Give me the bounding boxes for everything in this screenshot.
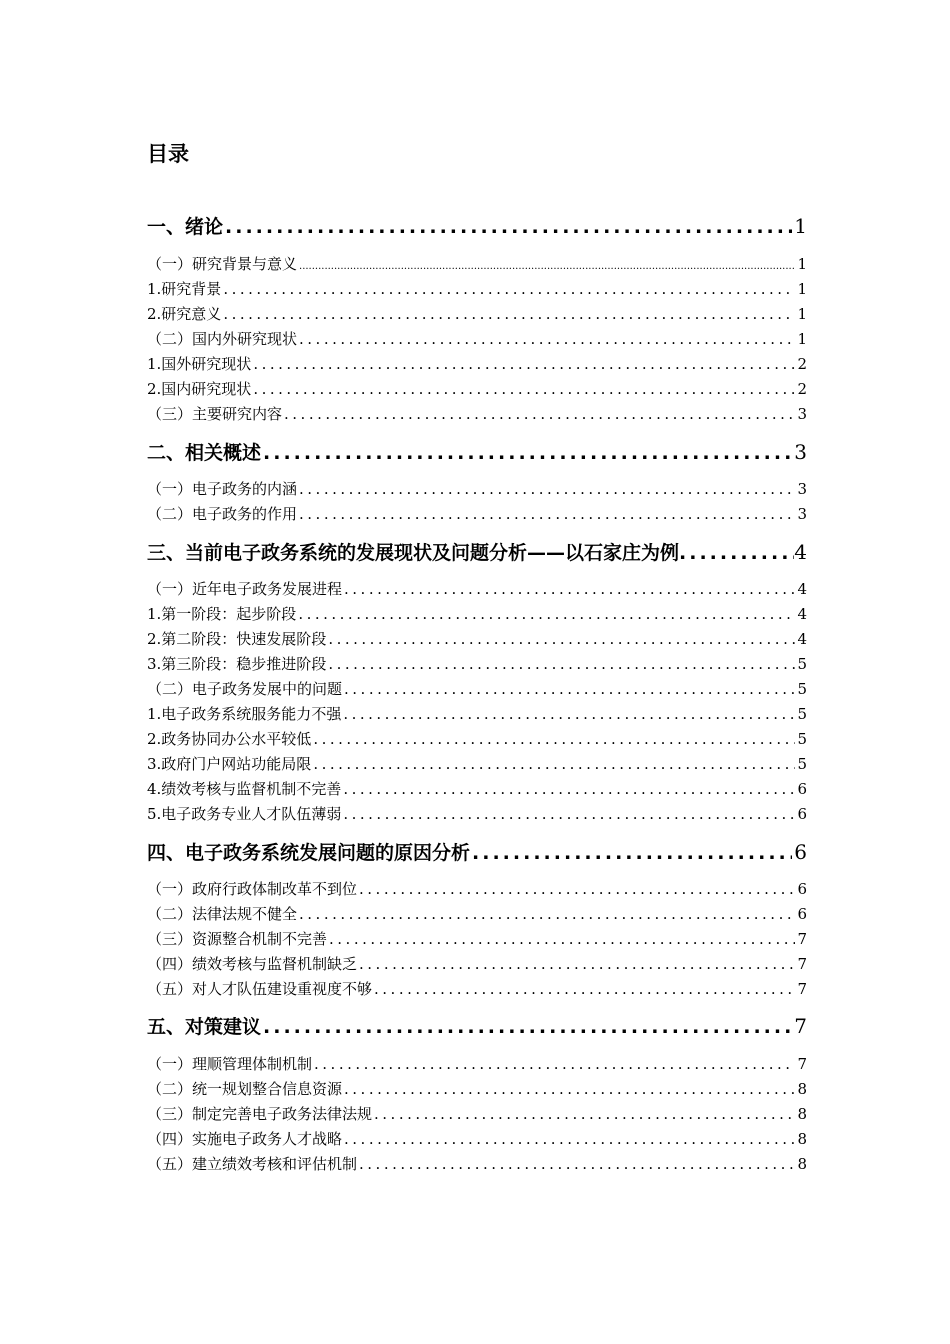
toc-entry-section[interactable] bbox=[147, 1153, 807, 1174]
toc-entry-section[interactable] bbox=[147, 878, 807, 899]
toc-entry-label: 一、绪论 bbox=[147, 216, 224, 238]
toc-leader-dots bbox=[313, 755, 795, 773]
toc-entry-chapter-4[interactable] bbox=[147, 838, 807, 865]
toc-page-number: 5 bbox=[797, 705, 807, 723]
toc-page-number: 2 bbox=[797, 355, 807, 373]
toc-page-number: 8 bbox=[797, 1155, 807, 1173]
toc-page-number: 6 bbox=[797, 880, 807, 898]
toc-entry-section[interactable] bbox=[147, 1053, 807, 1074]
toc-leader-dots bbox=[299, 505, 795, 523]
toc-entry-label: 3.政府门户网站功能局限 bbox=[147, 755, 312, 773]
toc-page-number: 8 bbox=[797, 1130, 807, 1148]
toc-entry-subsection[interactable] bbox=[147, 303, 807, 324]
toc-entry-subsection[interactable] bbox=[147, 628, 807, 649]
toc-page-number: 3 bbox=[797, 405, 807, 423]
toc-entry-label: （二）电子政务的作用 bbox=[147, 505, 298, 523]
toc-entry-section[interactable] bbox=[147, 928, 807, 949]
toc-entry-subsection[interactable] bbox=[147, 378, 807, 399]
toc-entry-section[interactable] bbox=[147, 978, 807, 999]
toc-page-number: 5 bbox=[797, 755, 807, 773]
toc-entry-label: 1.研究背景 bbox=[147, 280, 222, 298]
toc-entry-subsection[interactable] bbox=[147, 753, 807, 774]
toc-entry-section[interactable] bbox=[147, 578, 807, 599]
toc-entry-label: （四）绩效考核与监督机制缺乏 bbox=[147, 955, 358, 973]
toc-entry-label: （三）主要研究内容 bbox=[147, 405, 283, 423]
toc-entry-label: 2.研究意义 bbox=[147, 305, 222, 323]
toc-page-number: 3 bbox=[794, 440, 807, 464]
toc-leader-dots bbox=[225, 216, 792, 238]
toc-entry-label: 五、对策建议 bbox=[147, 1016, 262, 1038]
toc-leader-dots bbox=[344, 580, 795, 598]
toc-leader-dots bbox=[253, 355, 795, 373]
toc-leader-dots bbox=[359, 955, 795, 973]
toc-entry-label: （四）实施电子政务人才战略 bbox=[147, 1130, 343, 1148]
toc-leader-dots bbox=[314, 1055, 795, 1073]
toc-entry-label: （五）对人才队伍建设重视度不够 bbox=[147, 980, 373, 998]
toc-page-number: 8 bbox=[797, 1080, 807, 1098]
toc-entry-label: （一）理顺管理体制机制 bbox=[147, 1055, 313, 1073]
toc-entry-chapter-5[interactable] bbox=[147, 1012, 807, 1039]
toc-entry-label: （五）建立绩效考核和评估机制 bbox=[147, 1155, 358, 1173]
toc-entry-subsection[interactable] bbox=[147, 278, 807, 299]
toc-entry-label: 5.电子政务专业人才队伍薄弱 bbox=[147, 805, 342, 823]
toc-leader-dots bbox=[313, 730, 795, 748]
toc-page-number: 1 bbox=[797, 330, 807, 348]
toc-entry-label: （一）政府行政体制改革不到位 bbox=[147, 880, 358, 898]
toc-leader-dots bbox=[374, 980, 795, 998]
toc-page-number: 4 bbox=[794, 540, 807, 564]
toc-entry-label: 3.第三阶段：稳步推进阶段 bbox=[147, 655, 327, 673]
toc-entry-section[interactable] bbox=[147, 403, 807, 424]
toc-entry-subsection[interactable] bbox=[147, 703, 807, 724]
toc-entry-label: 2.第二阶段：快速发展阶段 bbox=[147, 630, 327, 648]
toc-entry-label: 三、当前电子政务系统的发展现状及问题分析——以石家庄为例 bbox=[147, 542, 680, 564]
toc-entry-chapter-3[interactable] bbox=[147, 538, 807, 565]
toc-leader-dots bbox=[343, 805, 795, 823]
toc-title: 目录 bbox=[147, 142, 189, 166]
toc-entry-section[interactable] bbox=[147, 1078, 807, 1099]
toc-entry-section[interactable] bbox=[147, 903, 807, 924]
toc-leader-dots bbox=[299, 261, 795, 272]
toc-page-number: 3 bbox=[797, 505, 807, 523]
toc-entry-section[interactable] bbox=[147, 1103, 807, 1124]
toc-page-number: 7 bbox=[797, 1055, 807, 1073]
toc-entry-subsection[interactable] bbox=[147, 778, 807, 799]
toc-entry-chapter-1[interactable] bbox=[147, 212, 807, 239]
toc-entry-section[interactable] bbox=[147, 253, 807, 274]
toc-leader-dots bbox=[263, 1016, 792, 1038]
toc-page-number: 6 bbox=[794, 840, 807, 864]
toc-entry-label: 4.绩效考核与监督机制不完善 bbox=[147, 780, 342, 798]
toc-leader-dots bbox=[472, 842, 792, 864]
toc-leader-dots bbox=[299, 330, 795, 348]
toc-page-number: 3 bbox=[797, 480, 807, 498]
toc-page-number: 5 bbox=[797, 655, 807, 673]
toc-entry-label: （一）电子政务的内涵 bbox=[147, 480, 298, 498]
toc-entry-label: （二）电子政务发展中的问题 bbox=[147, 680, 343, 698]
toc-page-number: 1 bbox=[797, 305, 807, 323]
toc-leader-dots bbox=[299, 480, 795, 498]
toc-page-number: 8 bbox=[797, 1105, 807, 1123]
toc-leader-dots bbox=[374, 1105, 795, 1123]
toc-entry-label: 二、相关概述 bbox=[147, 442, 262, 464]
toc-entry-section[interactable] bbox=[147, 953, 807, 974]
toc-leader-dots bbox=[298, 605, 795, 623]
toc-entry-label: 1.电子政务系统服务能力不强 bbox=[147, 705, 342, 723]
toc-entry-subsection[interactable] bbox=[147, 353, 807, 374]
toc-entry-section[interactable] bbox=[147, 478, 807, 499]
toc-leader-dots bbox=[359, 880, 795, 898]
toc-entry-subsection[interactable] bbox=[147, 803, 807, 824]
toc-leader-dots bbox=[329, 930, 795, 948]
toc-page-number: 4 bbox=[797, 630, 807, 648]
toc-entry-label: （二）统一规划整合信息资源 bbox=[147, 1080, 343, 1098]
toc-leader-dots bbox=[344, 1130, 795, 1148]
toc-page-number: 2 bbox=[797, 380, 807, 398]
toc-page-number: 4 bbox=[797, 605, 807, 623]
toc-leader-dots bbox=[359, 1155, 795, 1173]
toc-page-number: 6 bbox=[797, 905, 807, 923]
toc-page-number: 1 bbox=[797, 255, 807, 273]
toc-leader-dots bbox=[343, 780, 795, 798]
toc-page-number: 6 bbox=[797, 805, 807, 823]
toc-entry-label: （三）资源整合机制不完善 bbox=[147, 930, 328, 948]
toc-page-number: 5 bbox=[797, 730, 807, 748]
toc-page-number: 7 bbox=[797, 980, 807, 998]
toc-entry-label: 2.政务协同办公水平较低 bbox=[147, 730, 312, 748]
toc-leader-dots bbox=[284, 405, 795, 423]
toc-leader-dots bbox=[679, 542, 794, 564]
toc-entry-label: 1.国外研究现状 bbox=[147, 355, 252, 373]
toc-entry-label: （二）法律法规不健全 bbox=[147, 905, 298, 923]
toc-leader-dots bbox=[344, 1080, 795, 1098]
toc-leader-dots bbox=[299, 905, 795, 923]
toc-entry-label: 1.第一阶段：起步阶段 bbox=[147, 605, 297, 623]
toc-page-number: 7 bbox=[797, 930, 807, 948]
toc-entry-label: （一）近年电子政务发展进程 bbox=[147, 580, 343, 598]
toc-entry-section[interactable] bbox=[147, 328, 807, 349]
toc-leader-dots bbox=[344, 680, 795, 698]
toc-leader-dots bbox=[263, 442, 792, 464]
toc-page-number: 1 bbox=[794, 214, 807, 238]
toc-leader-dots bbox=[223, 305, 795, 323]
toc-entry-label: （三）制定完善电子政务法律法规 bbox=[147, 1105, 373, 1123]
toc-leader-dots bbox=[343, 705, 795, 723]
toc-leader-dots bbox=[328, 655, 795, 673]
toc-page-number: 4 bbox=[797, 580, 807, 598]
toc-entry-section[interactable] bbox=[147, 503, 807, 524]
toc-entry-label: 四、电子政务系统发展问题的原因分析 bbox=[147, 842, 471, 864]
toc-page-number: 5 bbox=[797, 680, 807, 698]
toc-page-number: 7 bbox=[794, 1014, 807, 1038]
toc-entry-label: （一）研究背景与意义 bbox=[147, 255, 298, 273]
toc-entry-label: 2.国内研究现状 bbox=[147, 380, 252, 398]
toc-entry-chapter-2[interactable] bbox=[147, 438, 807, 465]
toc-entry-subsection[interactable] bbox=[147, 728, 807, 749]
toc-page-number: 1 bbox=[797, 280, 807, 298]
toc-page-number: 7 bbox=[797, 955, 807, 973]
toc-leader-dots bbox=[223, 280, 795, 298]
toc-entry-section[interactable] bbox=[147, 1128, 807, 1149]
toc-entry-subsection[interactable] bbox=[147, 653, 807, 674]
toc-leader-dots bbox=[328, 630, 795, 648]
toc-leader-dots bbox=[253, 380, 795, 398]
toc-entry-section[interactable] bbox=[147, 678, 807, 699]
toc-entry-subsection[interactable] bbox=[147, 603, 807, 624]
toc-entry-label: （二）国内外研究现状 bbox=[147, 330, 298, 348]
toc-page-number: 6 bbox=[797, 780, 807, 798]
